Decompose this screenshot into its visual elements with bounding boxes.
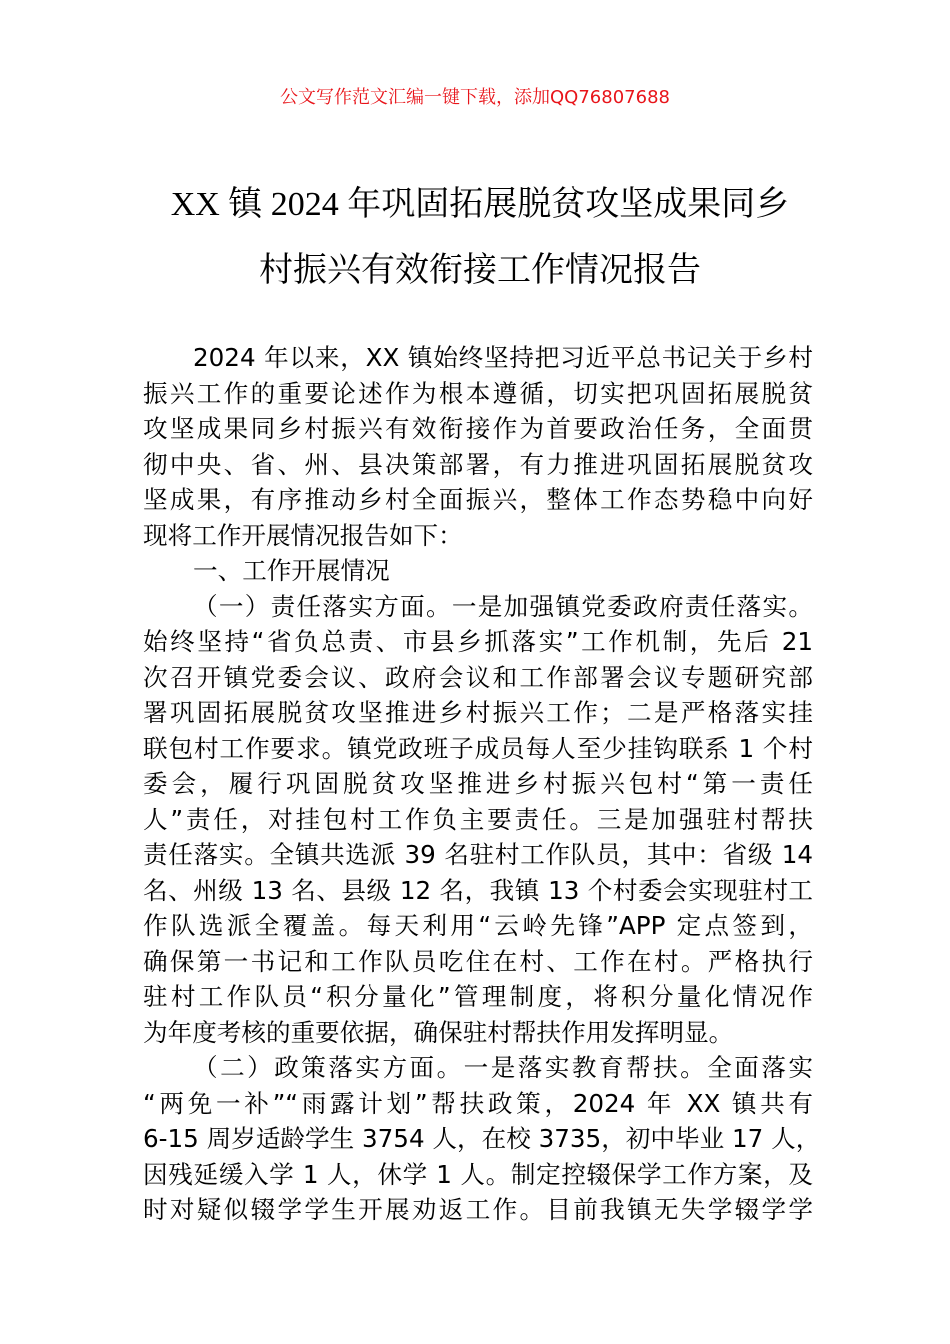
document-title [140, 172, 820, 304]
paragraph-intro-line: 攻坚成果同乡村振兴有效衔接作为首要政治任务，全面贯 [143, 414, 813, 443]
paragraph-intro-line: 2024 年以来，XX 镇始终坚持把习近平总书记关于乡村 [193, 343, 813, 372]
paragraph-responsibility-line: 确保第一书记和工作队员吃住在村、工作在村。严格执行 [143, 946, 813, 976]
document-body [143, 340, 821, 1228]
paragraph-responsibility-line: 责任落实。全镇共选派 39 名驻村工作队员，其中：省级 14 [143, 840, 813, 869]
paragraph-intro-line: 坚成果，有序推动乡村全面振兴，整体工作态势稳中向好 [143, 485, 813, 514]
paragraph-responsibility-line: 委会，履行巩固脱贫攻坚推进乡村振兴包村“第一责任 [143, 769, 813, 798]
paragraph-policy-line: “两免一补”“雨露计划”帮扶政策，2024 年 XX 镇共有 [143, 1088, 813, 1118]
paragraph-responsibility-line: （一）责任落实方面。一是加强镇党委政府责任落实。 [193, 591, 813, 621]
promo-banner: 公文写作范文汇编一键下载，添加QQ76807688 [280, 87, 670, 108]
section-heading: 一、工作开展情况 [193, 556, 390, 585]
title-line-1: XX 镇 2024 年巩固拓展脱贫攻坚成果同乡 [170, 186, 790, 223]
paragraph-policy-line: 6-15 周岁适龄学生 3754 人，在校 3735，初中毕业 17 人， [143, 1124, 821, 1153]
paragraph-responsibility-line: 联包村工作要求。镇党政班子成员每人至少挂钩联系 1 个村 [143, 733, 813, 763]
paragraph-responsibility-line: 为年度考核的重要依据，确保驻村帮扶作用发挥明显。 [143, 1017, 734, 1047]
paragraph-intro-line: 彻中央、省、州、县决策部署，有力推进巩固拓展脱贫攻 [143, 449, 813, 479]
paragraph-intro-line: 振兴工作的重要论述作为根本遵循，切实把巩固拓展脱贫 [143, 378, 813, 408]
paragraph-intro-line: 现将工作开展情况报告如下： [143, 520, 463, 550]
paragraph-responsibility-line: 次召开镇党委会议、政府会议和工作部署会议专题研究部 [143, 662, 813, 692]
paragraph-responsibility-line: 人”责任，对挂包村工作负主要责任。三是加强驻村帮扶 [143, 804, 813, 834]
paragraph-responsibility-line: 名、州级 13 名、县级 12 名，我镇 13 个村委会实现驻村工 [143, 875, 813, 905]
paragraph-responsibility-line: 始终坚持“省负总责、市县乡抓落实”工作机制，先后 21 [143, 627, 813, 656]
paragraph-responsibility-line: 驻村工作队员“积分量化”管理制度，将积分量化情况作 [143, 982, 813, 1011]
paragraph-policy-line: 因残延缓入学 1 人，休学 1 人。制定控辍保学工作方案，及 [143, 1159, 813, 1189]
paragraph-policy-line: 时对疑似辍学学生开展劝返工作。目前我镇无失学辍学学 [143, 1195, 813, 1224]
paragraph-responsibility-line: 作队选派全覆盖。每天利用“云岭先锋”APP 定点签到， [143, 911, 813, 940]
title-line-2: 村振兴有效衔接工作情况报告 [259, 252, 701, 289]
paragraph-policy-line: （二）政策落实方面。一是落实教育帮扶。全面落实 [193, 1053, 813, 1082]
paragraph-responsibility-line: 署巩固拓展脱贫攻坚推进乡村振兴工作；二是严格落实挂 [143, 698, 813, 727]
